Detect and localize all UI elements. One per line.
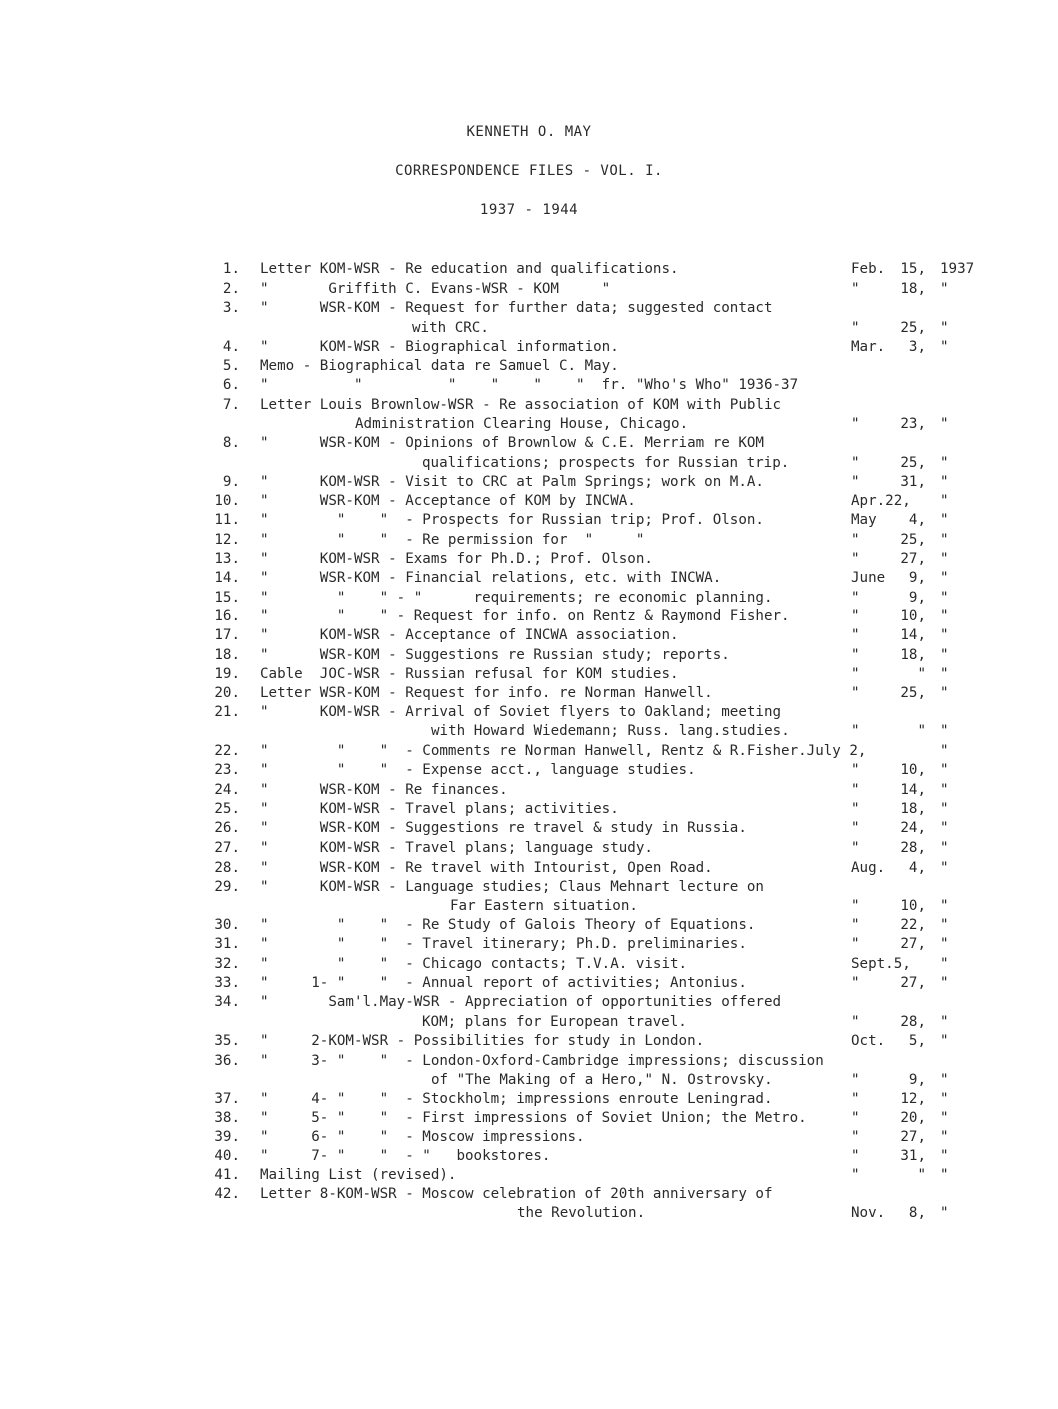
- entry-month: ": [851, 1167, 860, 1183]
- entry-year: ": [940, 512, 949, 528]
- entry-year: ": [940, 936, 949, 952]
- entry-year: ": [940, 416, 949, 432]
- entry-month: ": [851, 723, 860, 739]
- entry-day: 4,: [908, 860, 926, 876]
- page-years: 1937 - 1944: [479, 202, 579, 218]
- page-name: KENNETH O. MAY: [466, 124, 592, 140]
- entry-text: " 4- " " - Stockholm; impressions enroute Leningrad.: [260, 1091, 773, 1107]
- entry-year: ": [940, 493, 949, 509]
- entry-text: " 1- " " - Annual report of activities; Antonius.: [260, 975, 747, 991]
- entry-day: 27,: [900, 1129, 926, 1145]
- entry-day: ": [917, 1167, 926, 1183]
- entry-number: 11.: [214, 512, 240, 528]
- entry-day: 5,: [908, 1033, 926, 1049]
- entry-day: 18,: [900, 647, 926, 663]
- entry-line: [0, 760, 1058, 780]
- entry-text: with Howard Wiedemann; Russ. lang.studies.: [431, 723, 790, 739]
- entry-line: [0, 664, 1058, 684]
- entry-year: 1937: [940, 261, 975, 277]
- entry-month: Aug.: [851, 860, 886, 876]
- entry-text: Letter KOM-WSR - Re education and qualifications.: [260, 261, 679, 277]
- entry-month: Nov.: [851, 1205, 886, 1221]
- entry-month: ": [851, 917, 860, 933]
- entry-year: ": [940, 1091, 949, 1107]
- entry-number: 1.: [222, 261, 240, 277]
- entry-line: [0, 453, 1058, 473]
- entry-line: [0, 1108, 1058, 1128]
- entry-month: ": [851, 608, 860, 624]
- entry-month: ": [851, 1148, 860, 1164]
- entry-line: [0, 915, 1058, 935]
- entry-month: Sept.5,: [851, 956, 911, 972]
- entry-line: [0, 702, 1058, 722]
- entry-year: ": [940, 532, 949, 548]
- entry-day: ": [917, 666, 926, 682]
- entry-day: 25,: [900, 455, 926, 471]
- entry-text: " 6- " " - Moscow impressions.: [260, 1129, 585, 1145]
- entry-number: 16.: [214, 608, 240, 624]
- entry-line: [0, 1127, 1058, 1147]
- entry-number: 10.: [214, 493, 240, 509]
- entry-line: [0, 645, 1058, 665]
- entry-number: 14.: [214, 570, 240, 586]
- entry-text: " KOM-WSR - Biographical information.: [260, 339, 619, 355]
- entry-text: qualifications; prospects for Russian trip.: [422, 455, 790, 471]
- entry-year: ": [940, 666, 949, 682]
- entry-number: 12.: [214, 532, 240, 548]
- entry-year: ": [940, 762, 949, 778]
- entry-number: 23.: [214, 762, 240, 778]
- entry-line: [0, 1051, 1058, 1071]
- entry-number: 3.: [222, 300, 240, 316]
- entry-day: 31,: [900, 474, 926, 490]
- entry-text: " WSR-KOM - Acceptance of KOM by INCWA.: [260, 493, 636, 509]
- entry-line: [0, 279, 1058, 299]
- entry-number: 6.: [222, 377, 240, 393]
- entry-number: 5.: [222, 358, 240, 374]
- entry-month: ": [851, 685, 860, 701]
- entry-line: [0, 1184, 1058, 1204]
- entry-line: [0, 858, 1058, 878]
- entry-day: 18,: [900, 801, 926, 817]
- entry-day: 10,: [900, 762, 926, 778]
- entry-year: ": [940, 820, 949, 836]
- entry-day: 18,: [900, 281, 926, 297]
- entry-line: [0, 721, 1058, 741]
- entry-day: 14,: [900, 782, 926, 798]
- entry-text: " KOM-WSR - Travel plans; language study.: [260, 840, 653, 856]
- entry-year: ": [940, 898, 949, 914]
- entry-year: ": [940, 1110, 949, 1126]
- entry-number: 24.: [214, 782, 240, 798]
- entry-month: ": [851, 320, 860, 336]
- entry-day: 15,: [900, 261, 926, 277]
- entry-line: [0, 1146, 1058, 1166]
- entry-day: 22,: [900, 917, 926, 933]
- entry-line: [0, 625, 1058, 645]
- entry-line: [0, 780, 1058, 800]
- entry-text: " " " " " " fr. "Who's Who" 1936-37: [260, 377, 799, 393]
- entry-day: 3,: [908, 339, 926, 355]
- entry-month: ": [851, 975, 860, 991]
- entry-line: [0, 259, 1058, 279]
- entry-month: Apr.22,: [851, 493, 911, 509]
- entry-day: 25,: [900, 685, 926, 701]
- entry-text: " WSR-KOM - Opinions of Brownlow & C.E. Merriam re KOM: [260, 435, 764, 451]
- page-title: CORRESPONDENCE FILES - VOL. I.: [395, 163, 663, 179]
- entry-text: " KOM-WSR - Visit to CRC at Palm Springs; work on M.A.: [260, 474, 764, 490]
- entry-number: 7.: [222, 397, 240, 413]
- entry-number: 25.: [214, 801, 240, 817]
- entry-month: Feb.: [851, 261, 886, 277]
- entry-text: " 2-KOM-WSR - Possibilities for study in London.: [260, 1033, 705, 1049]
- entry-day: 23,: [900, 416, 926, 432]
- entry-text: " 7- " " - " bookstores.: [260, 1148, 551, 1164]
- entry-day: 24,: [900, 820, 926, 836]
- entry-line: [0, 491, 1058, 511]
- entry-month: ": [851, 801, 860, 817]
- entry-month: ": [851, 1129, 860, 1145]
- entry-line: [0, 1012, 1058, 1032]
- entry-line: [0, 992, 1058, 1012]
- entry-day: 10,: [900, 898, 926, 914]
- entry-year: ": [940, 320, 949, 336]
- entry-year: ": [940, 1014, 949, 1030]
- entry-year: ": [940, 570, 949, 586]
- entry-line: [0, 1031, 1058, 1051]
- entry-year: ": [940, 1167, 949, 1183]
- entry-month: ": [851, 898, 860, 914]
- entry-year: ": [940, 1205, 949, 1221]
- entry-text: " KOM-WSR - Acceptance of INCWA association.: [260, 627, 679, 643]
- entry-month: ": [851, 474, 860, 490]
- entry-number: 8.: [222, 435, 240, 451]
- entry-number: 35.: [214, 1033, 240, 1049]
- entry-text: Letter 8-KOM-WSR - Moscow celebration of 20th anniversary of: [260, 1186, 773, 1202]
- entry-number: 21.: [214, 704, 240, 720]
- entry-number: 29.: [214, 879, 240, 895]
- entry-year: ": [940, 647, 949, 663]
- entry-day: 25,: [900, 532, 926, 548]
- entry-number: 33.: [214, 975, 240, 991]
- entry-month: ": [851, 590, 860, 606]
- entry-number: 42.: [214, 1186, 240, 1202]
- entry-text: " " " - Re Study of Galois Theory of Equations.: [260, 917, 756, 933]
- entry-line: [0, 395, 1058, 415]
- entry-year: ": [940, 551, 949, 567]
- entry-text: " KOM-WSR - Travel plans; activities.: [260, 801, 619, 817]
- entry-line: [0, 877, 1058, 897]
- entry-number: 32.: [214, 956, 240, 972]
- entry-month: ": [851, 1091, 860, 1107]
- entry-day: 31,: [900, 1148, 926, 1164]
- entry-text: " 3- " " - London-Oxford-Cambridge impressions; discussion: [260, 1053, 824, 1069]
- entry-number: 9.: [222, 474, 240, 490]
- entry-day: 20,: [900, 1110, 926, 1126]
- entry-line: [0, 838, 1058, 858]
- entry-number: 18.: [214, 647, 240, 663]
- entry-line: [0, 606, 1058, 626]
- entry-text: " " " - Chicago contacts; T.V.A. visit.: [260, 956, 688, 972]
- entry-line: [0, 741, 1058, 761]
- entry-month: ": [851, 1014, 860, 1030]
- entry-number: 15.: [214, 590, 240, 606]
- entry-text: " " " - Re permission for " ": [260, 532, 645, 548]
- entry-year: ": [940, 782, 949, 798]
- entry-text: " Sam'l.May-WSR - Appreciation of opportunities offered: [260, 994, 782, 1010]
- entry-text: " WSR-KOM - Request for further data; suggested contact: [260, 300, 773, 316]
- entry-number: 37.: [214, 1091, 240, 1107]
- entry-year: ": [940, 627, 949, 643]
- entry-line: [0, 1165, 1058, 1185]
- entry-line: [0, 818, 1058, 838]
- entry-day: ": [917, 723, 926, 739]
- entry-text: Memo - Biographical data re Samuel C. May.: [260, 358, 619, 374]
- entry-number: 22.: [214, 743, 240, 759]
- entry-line: [0, 433, 1058, 453]
- entry-line: [0, 510, 1058, 530]
- entry-month: ": [851, 666, 860, 682]
- entry-text: Administration Clearing House, Chicago.: [355, 416, 689, 432]
- entry-month: ": [851, 627, 860, 643]
- entry-month: ": [851, 281, 860, 297]
- entry-line: [0, 318, 1058, 338]
- entry-line: [0, 472, 1058, 492]
- entry-day: 27,: [900, 551, 926, 567]
- entry-month: ": [851, 782, 860, 798]
- entry-line: [0, 934, 1058, 954]
- entry-year: ": [940, 840, 949, 856]
- entry-month: ": [851, 1072, 860, 1088]
- entry-day: 14,: [900, 627, 926, 643]
- entry-number: 17.: [214, 627, 240, 643]
- entry-day: 25,: [900, 320, 926, 336]
- entry-month: ": [851, 840, 860, 856]
- entry-text: of "The Making of a Hero," N. Ostrovsky.: [431, 1072, 773, 1088]
- entry-text: " KOM-WSR - Language studies; Claus Mehnart lecture on: [260, 879, 764, 895]
- entry-month: May: [851, 512, 877, 528]
- entry-line: [0, 337, 1058, 357]
- entry-line: [0, 530, 1058, 550]
- entry-month: ": [851, 1110, 860, 1126]
- entry-text: " 5- " " - First impressions of Soviet Union; the Metro.: [260, 1110, 807, 1126]
- entry-year: ": [940, 455, 949, 471]
- entry-year: ": [940, 723, 949, 739]
- entry-year: ": [940, 590, 949, 606]
- entry-line: [0, 1070, 1058, 1090]
- entry-line: [0, 549, 1058, 569]
- entry-year: ": [940, 685, 949, 701]
- entry-month: ": [851, 762, 860, 778]
- entry-text: " " " - Request for info. on Rentz & Raymond Fisher.: [260, 608, 790, 624]
- entry-month: June: [851, 570, 886, 586]
- entry-month: ": [851, 416, 860, 432]
- entry-year: ": [940, 860, 949, 876]
- entry-year: ": [940, 474, 949, 490]
- entry-month: ": [851, 936, 860, 952]
- entry-text: " Griffith C. Evans-WSR - KOM ": [260, 281, 611, 297]
- entry-line: [0, 568, 1058, 588]
- entry-month: ": [851, 455, 860, 471]
- entry-line: [0, 799, 1058, 819]
- entry-text: " KOM-WSR - Arrival of Soviet flyers to Oakland; meeting: [260, 704, 782, 720]
- entry-number: 26.: [214, 820, 240, 836]
- entry-day: 27,: [900, 936, 926, 952]
- entry-number: 19.: [214, 666, 240, 682]
- entry-line: [0, 414, 1058, 434]
- entry-text: Letter WSR-KOM - Request for info. re Norman Hanwell.: [260, 685, 713, 701]
- entry-number: 34.: [214, 994, 240, 1010]
- entry-day: 28,: [900, 1014, 926, 1030]
- entry-month: ": [851, 647, 860, 663]
- entry-day: 12,: [900, 1091, 926, 1107]
- entry-line: [0, 298, 1058, 318]
- entry-number: 13.: [214, 551, 240, 567]
- entry-year: ": [940, 956, 949, 972]
- entry-text: " " " - Prospects for Russian trip; Prof. Olson.: [260, 512, 764, 528]
- entry-month: ": [851, 820, 860, 836]
- entry-line: [0, 954, 1058, 974]
- entry-text: " WSR-KOM - Re finances.: [260, 782, 508, 798]
- entry-text: " " " - Travel itinerary; Ph.D. preliminaries.: [260, 936, 747, 952]
- entry-text: " WSR-KOM - Financial relations, etc. with INCWA.: [260, 570, 722, 586]
- entry-text: " " " - " requirements; re economic planning.: [260, 590, 773, 606]
- entry-number: 40.: [214, 1148, 240, 1164]
- entry-number: 41.: [214, 1167, 240, 1183]
- entry-text: Mailing List (revised).: [260, 1167, 457, 1183]
- entry-number: 38.: [214, 1110, 240, 1126]
- entry-number: 28.: [214, 860, 240, 876]
- entry-year: ": [940, 281, 949, 297]
- entry-day: 10,: [900, 608, 926, 624]
- entry-number: 36.: [214, 1053, 240, 1069]
- entry-year: ": [940, 743, 949, 759]
- entry-number: 39.: [214, 1129, 240, 1145]
- entry-month: Mar.: [851, 339, 886, 355]
- entry-line: [0, 973, 1058, 993]
- entry-day: 9,: [908, 1072, 926, 1088]
- entry-day: 9,: [908, 590, 926, 606]
- entry-line: [0, 683, 1058, 703]
- entry-line: [0, 588, 1058, 608]
- entry-text: Letter Louis Brownlow-WSR - Re association of KOM with Public: [260, 397, 782, 413]
- entry-number: 27.: [214, 840, 240, 856]
- entry-text: " " " - Comments re Norman Hanwell, Rentz & R.Fisher.July 2,: [260, 743, 867, 759]
- entry-year: ": [940, 917, 949, 933]
- entry-line: [0, 375, 1058, 395]
- entry-text: with CRC.: [412, 320, 489, 336]
- entry-year: ": [940, 339, 949, 355]
- entry-year: ": [940, 1148, 949, 1164]
- entry-day: 9,: [908, 570, 926, 586]
- entry-line: [0, 1203, 1058, 1223]
- entry-year: ": [940, 975, 949, 991]
- entry-text: " WSR-KOM - Re travel with Intourist, Open Road.: [260, 860, 713, 876]
- entry-text: " WSR-KOM - Suggestions re travel & study in Russia.: [260, 820, 747, 836]
- entry-line: [0, 1089, 1058, 1109]
- entry-day: 8,: [908, 1205, 926, 1221]
- entry-number: 4.: [222, 339, 240, 355]
- entry-text: " KOM-WSR - Exams for Ph.D.; Prof. Olson.: [260, 551, 653, 567]
- entry-year: ": [940, 801, 949, 817]
- entry-number: 2.: [222, 281, 240, 297]
- entry-year: ": [940, 1072, 949, 1088]
- entry-number: 20.: [214, 685, 240, 701]
- entry-number: 30.: [214, 917, 240, 933]
- entry-number: 31.: [214, 936, 240, 952]
- entry-text: KOM; plans for European travel.: [422, 1014, 687, 1030]
- entry-line: [0, 356, 1058, 376]
- entry-text: " WSR-KOM - Suggestions re Russian study; reports.: [260, 647, 730, 663]
- entry-day: 4,: [908, 512, 926, 528]
- entry-text: the Revolution.: [517, 1205, 646, 1221]
- entry-month: ": [851, 551, 860, 567]
- entry-text: " " " - Expense acct., language studies.: [260, 762, 696, 778]
- entry-month: Oct.: [851, 1033, 886, 1049]
- entry-text: Far Eastern situation.: [450, 898, 638, 914]
- entry-month: ": [851, 532, 860, 548]
- entry-year: ": [940, 1129, 949, 1145]
- entry-year: ": [940, 608, 949, 624]
- entry-year: ": [940, 1033, 949, 1049]
- entry-day: 28,: [900, 840, 926, 856]
- entry-text: Cable JOC-WSR - Russian refusal for KOM studies.: [260, 666, 679, 682]
- entry-line: [0, 896, 1058, 916]
- entry-day: 27,: [900, 975, 926, 991]
